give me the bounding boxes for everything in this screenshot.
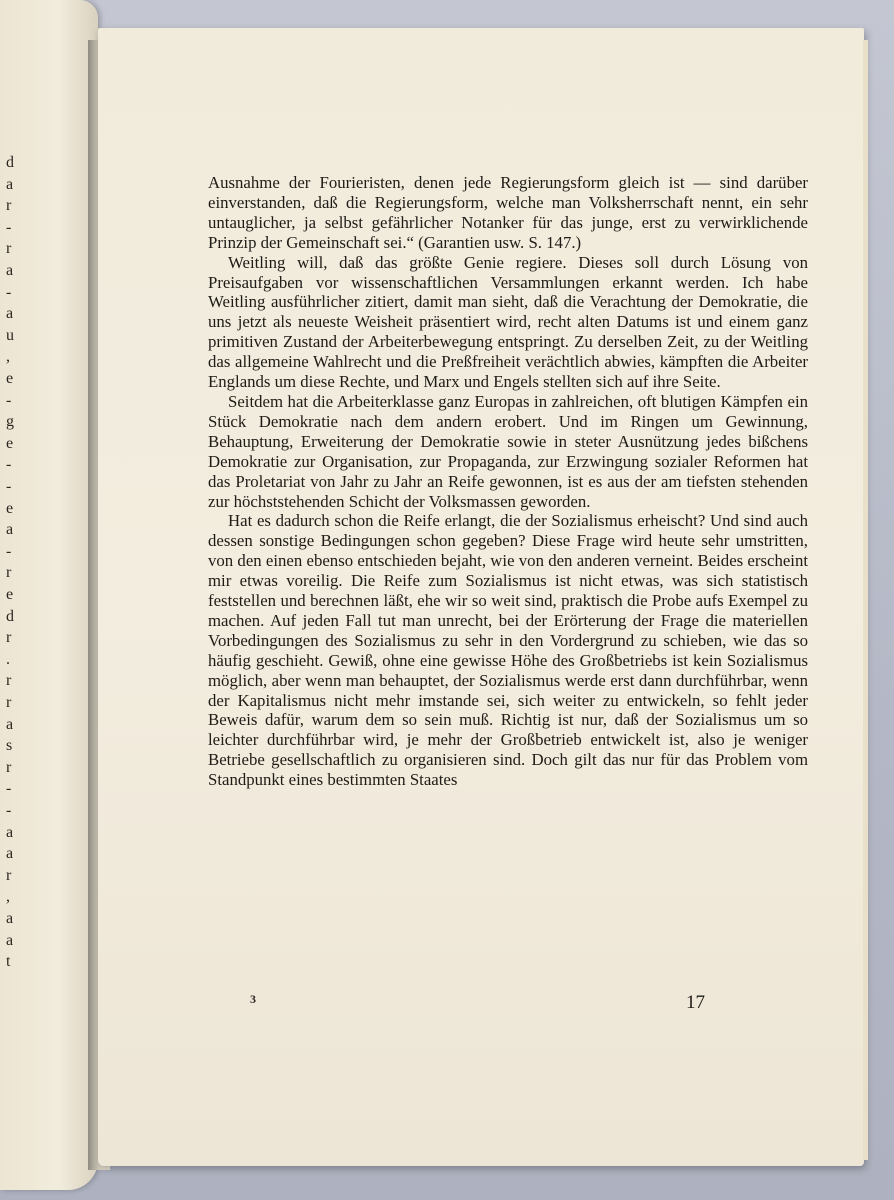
left-page-text-fragment: r: [6, 694, 12, 711]
left-page-text-fragment: -: [6, 542, 12, 560]
left-page-text-fragment: a: [6, 823, 14, 841]
page-number: 17: [686, 992, 705, 1013]
left-page-text-fragment: ,: [6, 888, 10, 906]
left-page-text-fragment: s: [6, 737, 13, 755]
left-page-text-fragment: e: [6, 586, 14, 603]
left-page-text-fragment: a: [6, 715, 14, 733]
left-page-text-fragment: d: [6, 154, 14, 171]
left-page-text-fragment: a: [6, 262, 14, 279]
left-page-edge: [0, 0, 98, 1190]
left-page-text-fragment: r: [6, 629, 12, 647]
paragraph: Weitling will, daß das größte Genie regiere. Dieses soll durch Lösung von Preisaufgaben vor wissenschaftlichen Versammlungen erkannt werden. Ich habe Weitling ausführlicher zitiert, damit man sieht, daß die Verachtung der Demokratie, die uns jetzt als neueste Weisheit präsentiert wird, recht alten Datums ist und einem ganz primitiven Zustand der Arbeiterbewegung entspringt. Zu derselben Zeit, zu der Weitling das allgemeine Wahlrecht und die Preßfreiheit verächtlich abwies, kämpften die Arbeiter Englands um diese Rechte, und Marx und Engels stellten sich auf ihre Seite.: [208, 252, 808, 392]
left-page-text-fragment: a: [6, 910, 14, 927]
paragraph: Ausnahme der Fourieristen, denen jede Regierungsform gleich ist — sind darüber einverstanden, daß die Regierungsform, welche man Volksherrschaft nennt, ein sehr untauglicher, ja selbst gefährlicher Notanker für das junge, erst zu verwirklichende Prinzip der Gemeinschaft sei.“ (Garantien usw. S. 147.): [208, 173, 808, 252]
left-page-text-fragment: -: [6, 283, 12, 301]
signature-mark: 3: [250, 992, 256, 1006]
left-page-text-fragment: r: [6, 564, 12, 582]
left-page-text-fragment: -: [6, 780, 12, 798]
left-page-text-fragment: r: [6, 197, 12, 215]
left-page-text-fragment: a: [6, 931, 14, 949]
left-page-text-fragment: r: [6, 240, 12, 258]
left-page-text-fragment: a: [6, 845, 14, 863]
left-page-text-fragment: .: [6, 650, 10, 668]
body-text: [208, 173, 808, 790]
page-edge: [863, 40, 868, 1160]
left-page-text-fragment: -: [6, 218, 12, 236]
left-page-text-fragment: d: [6, 607, 14, 625]
left-page-text-fragment: -: [6, 478, 12, 495]
left-page-text-fragment: a: [6, 175, 14, 193]
left-page-text-fragment: ,: [6, 348, 10, 366]
left-page-text-fragment: -: [6, 802, 12, 819]
left-page-text-fragment: e: [6, 499, 14, 517]
left-page-text-fragment: a: [6, 521, 14, 539]
book-page: [98, 28, 864, 1166]
paragraph: Hat es dadurch schon die Reife erlangt, die der Sozialismus erheischt? Und sind auch dessen sonstige Bedingungen schon gegeben? Diese Frage wird heute sehr umstritten, von den einen ebenso entschieden bejaht, wie von den anderen verneint. Beides erscheint mir etwas voreilig. Die Reife zum Sozialismus ist nicht etwas, was sich statistisch feststellen und berechnen läßt, ehe wir so weit sind, praktisch die Probe aufs Exempel zu machen. Auf jeden Fall tut man unrecht, bei der Erörterung der Frage die materiellen Vorbedingungen des Sozialismus zu sehr in den Vordergrund zu schieben, wie das so häufig geschieht. Gewiß, ohne eine gewisse Höhe des Großbetriebs ist kein Sozialismus möglich, aber wenn man behauptet, der Sozialismus werde erst dann durchführbar, wenn der Kapitalismus nicht mehr imstande sei, sich weiter zu entwickeln, so fehlt jeder Beweis dafür, warum dem so sein muß. Richtig ist nur, daß der Sozialismus um so leichter durchführbar wird, je mehr der Großbetrieb entwickelt ist, also je weniger Betriebe gesellschaftlich zu organisieren sind. Doch gilt das nur für das Problem vom Standpunkt eines bestimmten Staates: [208, 511, 808, 790]
left-page-text-fragment: g: [6, 413, 14, 431]
left-page-text-fragment: a: [6, 305, 14, 323]
left-page-text-fragment: t: [6, 953, 11, 971]
left-page-text-fragment: e: [6, 434, 14, 452]
left-page-text-fragment: r: [6, 866, 12, 884]
left-page-text-fragment: u: [6, 326, 14, 344]
left-page-text-fragment: r: [6, 758, 12, 776]
paragraph: Seitdem hat die Arbeiterklasse ganz Europas in zahlreichen, oft blutigen Kämpfen ein Stück Demokratie nach dem andern erobert. Und im Ringen um Gewinnung, Behauptung, Erweiterung der Demokratie sowie in steter Ausnützung jedes bißchens Demokratie zur Organisation, zur Propaganda, zur Erzwingung sozialer Reformen hat das Proletariat von Jahr zu Jahr an Reife gewonnen, ist es aus der am tiefsten stehenden zur höchststehenden Schicht der Volksmassen geworden.: [208, 391, 808, 511]
left-page-text-fragment: -: [6, 391, 12, 409]
left-page-text-fragment: e: [6, 370, 14, 387]
left-page-text-fragment: r: [6, 672, 12, 690]
left-page-text-fragment: -: [6, 456, 12, 474]
